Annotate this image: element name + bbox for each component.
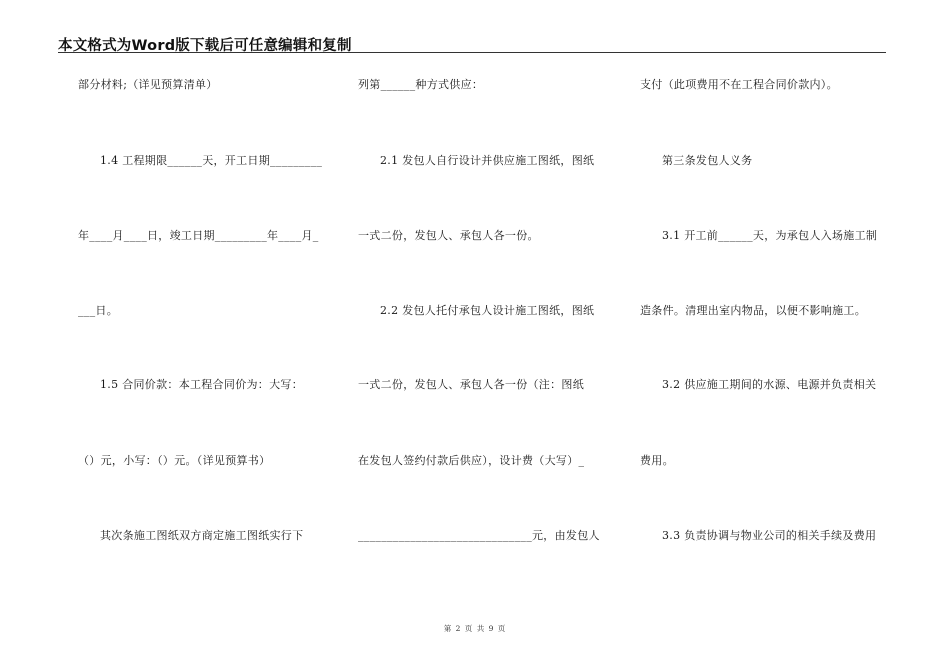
text-line: 在发包人签约付款后供应），设计费（大写）_ (358, 454, 585, 467)
text-column-right (640, 0, 890, 672)
text-line: 费用。 (640, 454, 674, 467)
text-column-middle (358, 0, 608, 672)
text-line: 3.1 开工前______天，为承包人入场施工制 (662, 229, 878, 242)
text-line: 一式二份，发包人、承包人各一份。 (358, 229, 539, 242)
text-line: 年____月____日，竣工日期_________年____月_ (78, 229, 319, 242)
text-line: 一式二份，发包人、承包人各一份（注：图纸 (358, 378, 584, 391)
text-line: 2.2 发包人托付承包人设计施工图纸，图纸 (380, 304, 595, 317)
text-line: 部分材料;（详见预算清单） (78, 78, 218, 91)
text-line: 1.4 工程期限______天，开工日期_________ (100, 154, 323, 167)
document-header-title: 本文格式为Word版下载后可任意编辑和复制 (58, 38, 352, 54)
text-line: 支付（此项费用不在工程合同价款内）。 (640, 78, 838, 91)
text-line: ___日。 (78, 304, 118, 317)
text-line: 3.3 负责协调与物业公司的相关手续及费用 (662, 529, 877, 542)
text-line: 3.2 供应施工期间的水源、电源并负责相关 (662, 378, 877, 391)
text-line: 列第______种方式供应： (358, 78, 484, 91)
text-line: 1.5 合同价款：本工程合同价为：大写： (100, 378, 303, 391)
text-line: 造条件。清理出室内物品，以便不影响施工。 (640, 304, 866, 317)
text-line: 第三条发包人义务 (662, 154, 753, 167)
text-line: 其次条施工图纸双方商定施工图纸实行下 (100, 529, 304, 542)
page-number-footer: 第 2 页 共 9 页 (443, 624, 507, 633)
text-line: （）元，小写：（）元。（详见预算书） (78, 454, 271, 467)
text-line: ______________________________元，由发包人 (358, 529, 600, 542)
text-line: 2.1 发包人自行设计并供应施工图纸，图纸 (380, 154, 595, 167)
text-column-left (78, 0, 328, 672)
